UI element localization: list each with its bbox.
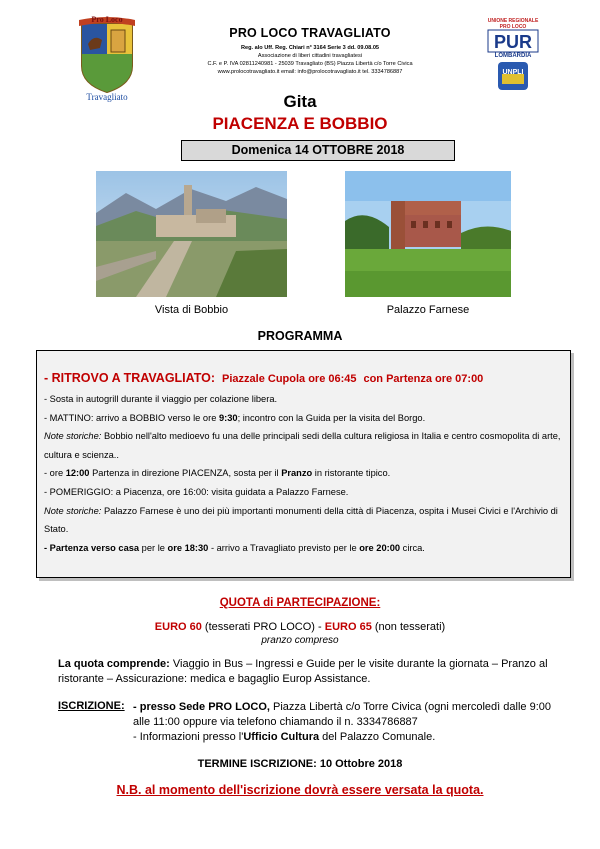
price-members-note: (tesserati PRO LOCO) - — [201, 621, 325, 633]
info-text-end: del Palazzo Comunale. — [319, 731, 436, 743]
logo-region-text: LOMBARDIA — [494, 53, 532, 59]
pro-loco-crest-logo — [74, 14, 140, 104]
bobbio-caption: Vista di Bobbio — [154, 304, 229, 316]
program-line: - Sosta in autogrill durante il viaggio per colazione libera. — [44, 394, 278, 404]
logo-union-text: UNIONE REGIONALE PRO LOCO — [487, 18, 539, 30]
lunch-text: - ore — [44, 468, 66, 479]
program-line — [44, 539, 564, 558]
unpli-lombardia-logo — [484, 18, 542, 96]
iscrizione-details — [133, 700, 563, 729]
morning-time: 9:30 — [218, 412, 238, 423]
logo-banner-text: Pro Loco — [91, 15, 123, 24]
lunch-text-end: in ristorante tipico. — [312, 468, 391, 479]
program-note — [44, 502, 564, 539]
note-text: Palazzo Farnese è uno dei più importanti monumenti della città di Piacenza, ospita i Musei Civici e l'Archivio di Stato. — [44, 505, 558, 535]
note-text: Bobbio nell'alto medioevo fu una delle principali sedi della cultura religiosa in Italia e centro cosmopolita di arte, cultura e scienza.. — [44, 431, 561, 460]
morning-text-end: ; incontro con la Guida per la visita del Borgo. — [237, 412, 426, 423]
iscrizione-label: ISCRIZIONE: — [58, 700, 125, 712]
price-nonmembers: EURO 65 — [324, 621, 372, 633]
price-members: EURO 60 — [154, 621, 202, 633]
farnese-caption: Palazzo Farnese — [386, 304, 470, 316]
program-line: - POMERIGGIO: a Piacenza, ore 16:00: visita guidata a Palazzo Farnese. — [44, 486, 349, 497]
quota-includes — [58, 657, 548, 687]
meeting-place: Piazzale Cupola ore 06:45 — [222, 373, 357, 385]
palazzo-farnese-photo — [345, 171, 511, 297]
lunch-text-mid: Partenza in direzione PIACENZA, sosta per il — [89, 468, 282, 479]
org-name: PRO LOCO TRAVAGLIATO — [229, 26, 391, 40]
logo-town-text: Travagliato — [86, 92, 128, 102]
sede-address: Piazza Libertà c/o Torre Civica (ogni mercoledì dalle 9:00 alle 11:00 oppure via telefono chiamando il n. 3334786887 — [133, 701, 551, 728]
info-text: - Informazioni presso l' — [133, 731, 244, 743]
arrival-time: ore 20:00 — [359, 542, 401, 553]
organization-header — [180, 26, 440, 76]
includes-text: Viaggio in Bus – Ingressi e Guide per le visite durante la giornata – Pranzo al ristorante – Assicurazione: medica e bagaglio Europ Assistance. — [58, 658, 548, 685]
event-title: PIACENZA E BOBBIO — [212, 114, 388, 133]
program-line — [44, 409, 564, 428]
programma-box — [36, 350, 571, 578]
event-date: Domenica 14 OTTOBRE 2018 — [181, 140, 455, 161]
note-label: Note storiche: — [44, 431, 102, 442]
presso-label: - presso — [133, 701, 176, 713]
return-text: per le — [139, 542, 168, 553]
programma-heading: PROGRAMMA — [257, 329, 343, 343]
departure-time: con Partenza ore 07:00 — [363, 373, 484, 385]
return-time: ore 18:30 — [167, 542, 209, 553]
sede-label: Sede PRO LOCO, — [175, 701, 270, 713]
registration-line: Reg. alo Uff. Reg. Chiari n° 3164 Serie 3 dd. 09.08.05 — [240, 45, 380, 51]
quota-heading: QUOTA di PARTECIPAZIONE: — [219, 597, 381, 609]
fiscal-line: C.F. e P. IVA 02811240981 - 25039 Travagliato (BS) Piazza Libertà c/o Torre Civica — [207, 61, 413, 67]
lunch-included-note: pranzo compreso — [261, 635, 339, 646]
bobbio-photo — [96, 171, 287, 297]
price-line — [0, 621, 600, 633]
morning-text: - MATTINO: arrivo a BOBBIO verso le ore — [44, 412, 219, 423]
lunch-word: Pranzo — [281, 468, 313, 479]
trip-kind: Gita — [283, 92, 317, 111]
logo-unpli-text: UNPLI — [502, 69, 524, 76]
arrival-text-end: circa. — [400, 542, 425, 553]
meeting-line — [44, 371, 564, 385]
svg-text:PUR: PUR — [493, 32, 533, 52]
note-label: Note storiche: — [44, 505, 102, 516]
meeting-label: - RITROVO A TRAVAGLIATO: — [44, 371, 216, 385]
payment-note: N.B. al momento dell'iscrizione dovrà essere versata la quota. — [116, 783, 484, 797]
info-line — [133, 730, 563, 744]
arrival-text: - arrivo a Travagliato previsto per le — [208, 542, 360, 553]
info-office: Ufficio Cultura — [243, 731, 320, 743]
includes-label: La quota comprende: — [58, 658, 170, 670]
lunch-time: 12:00 — [65, 468, 90, 479]
price-nonmembers-note: (non tesserati) — [371, 621, 446, 633]
registration-deadline: TERMINE ISCRIZIONE: 10 Ottobre 2018 — [197, 758, 403, 770]
contact-line: www.prolocotravagliato.it email: info@prolocotravagliato.it tel. 3334786887 — [217, 69, 403, 75]
return-label: - Partenza verso casa — [44, 542, 140, 553]
association-line: Associazione di liberi cittadini travagliatesi — [257, 53, 363, 59]
program-note — [44, 427, 564, 464]
program-line — [44, 464, 564, 483]
